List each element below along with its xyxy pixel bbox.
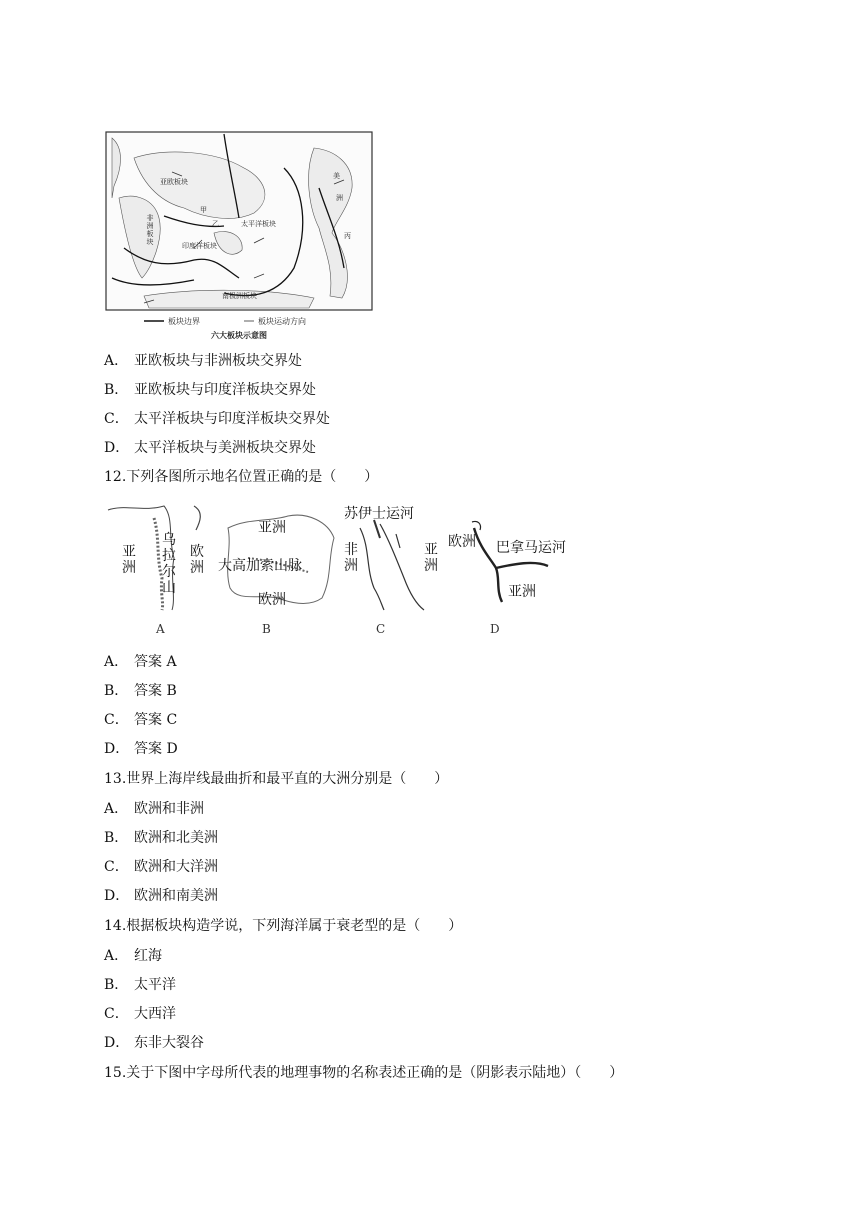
- map-c-letter: C: [376, 622, 386, 636]
- map-c-left-label: 非洲: [344, 542, 358, 574]
- label-jia: 甲: [200, 206, 207, 214]
- label-indian-plate: 印度洋板块: [182, 242, 217, 250]
- q12-option-d[interactable]: D． 答案 D: [104, 741, 178, 757]
- label-america-plate: 美: [333, 172, 340, 180]
- legend-direction: 板块运动方向: [258, 317, 306, 326]
- q12-option-c[interactable]: C． 答案 C: [104, 712, 178, 728]
- label-pacific-plate: 太平洋板块: [241, 220, 276, 228]
- label-yi: 乙: [212, 220, 219, 228]
- map-b-bottom-label: 欧洲: [258, 592, 286, 608]
- q13-option-b[interactable]: B． 欧洲和北美洲: [104, 830, 218, 846]
- map-d-top-left-label: 欧洲: [448, 534, 476, 550]
- q11-option-a[interactable]: A． 亚欧板块与非洲板块交界处: [104, 353, 302, 369]
- q14-option-c[interactable]: C． 大西洋: [104, 1006, 176, 1022]
- figure-caption: 六大板块示意图: [211, 331, 267, 340]
- q14-stem: 14.根据板块构造学说，下列海洋属于衰老型的是（ ）: [104, 918, 463, 934]
- map-d-top-label: 巴拿马运河: [496, 540, 566, 556]
- map-c-right-label: 亚洲: [424, 542, 438, 574]
- label-bing: 丙: [344, 232, 351, 240]
- q13-option-c[interactable]: C． 欧洲和大洋洲: [104, 859, 218, 875]
- six-plates-figure: [104, 128, 374, 342]
- map-c-top-label: 苏伊士运河: [344, 506, 414, 522]
- q11-option-d[interactable]: D． 太平洋板块与美洲板块交界处: [104, 440, 316, 456]
- label-africa-plate: 非洲板块: [146, 214, 154, 246]
- q11-option-b[interactable]: B． 亚欧板块与印度洋板块交界处: [104, 382, 316, 398]
- map-b: [218, 498, 340, 640]
- q14-option-b[interactable]: B． 太平洋: [104, 977, 176, 993]
- q11-option-c[interactable]: C． 太平洋板块与印度洋板块交界处: [104, 411, 330, 427]
- map-b-middle-label: 大高加索山脉: [218, 558, 302, 574]
- legend-boundary: 板块边界: [168, 317, 200, 326]
- label-antarctic-plate: 南极洲板块: [222, 292, 257, 300]
- map-d: [444, 498, 594, 640]
- q12-option-b[interactable]: B． 答案 B: [104, 683, 177, 699]
- q14-option-d[interactable]: D． 东非大裂谷: [104, 1035, 204, 1051]
- q12-stem: 12.下列各图所示地名位置正确的是（ ）: [104, 469, 379, 485]
- q12-maps: [104, 498, 594, 640]
- map-b-letter: B: [262, 622, 271, 636]
- map-b-top-label: 亚洲: [258, 520, 286, 536]
- map-c: [340, 498, 452, 640]
- label-america-plate-2: 洲: [336, 194, 343, 202]
- map-a-right-label: 欧洲: [190, 544, 204, 576]
- map-d-bottom-label: 亚洲: [508, 584, 536, 600]
- q13-option-a[interactable]: A． 欧洲和非洲: [104, 801, 204, 817]
- q14-option-a[interactable]: A． 红海: [104, 948, 162, 964]
- q12-option-a[interactable]: A． 答案 A: [104, 654, 177, 670]
- map-d-letter: D: [490, 622, 500, 636]
- q13-stem: 13.世界上海岸线最曲折和最平直的大洲分别是（ ）: [104, 771, 449, 787]
- q15-stem: 15.关于下图中字母所代表的地理事物的名称表述正确的是（阴影表示陆地）（ ）: [104, 1065, 624, 1081]
- label-eurasia-plate: 亚欧板块: [160, 178, 188, 186]
- map-a: [104, 498, 214, 640]
- plate-map-svg: [104, 128, 374, 342]
- map-a-letter: A: [156, 622, 165, 636]
- q13-option-d[interactable]: D． 欧洲和南美洲: [104, 888, 218, 904]
- map-a-left-label: 亚洲: [122, 544, 136, 576]
- map-a-middle-label: 乌拉尔山: [162, 532, 176, 596]
